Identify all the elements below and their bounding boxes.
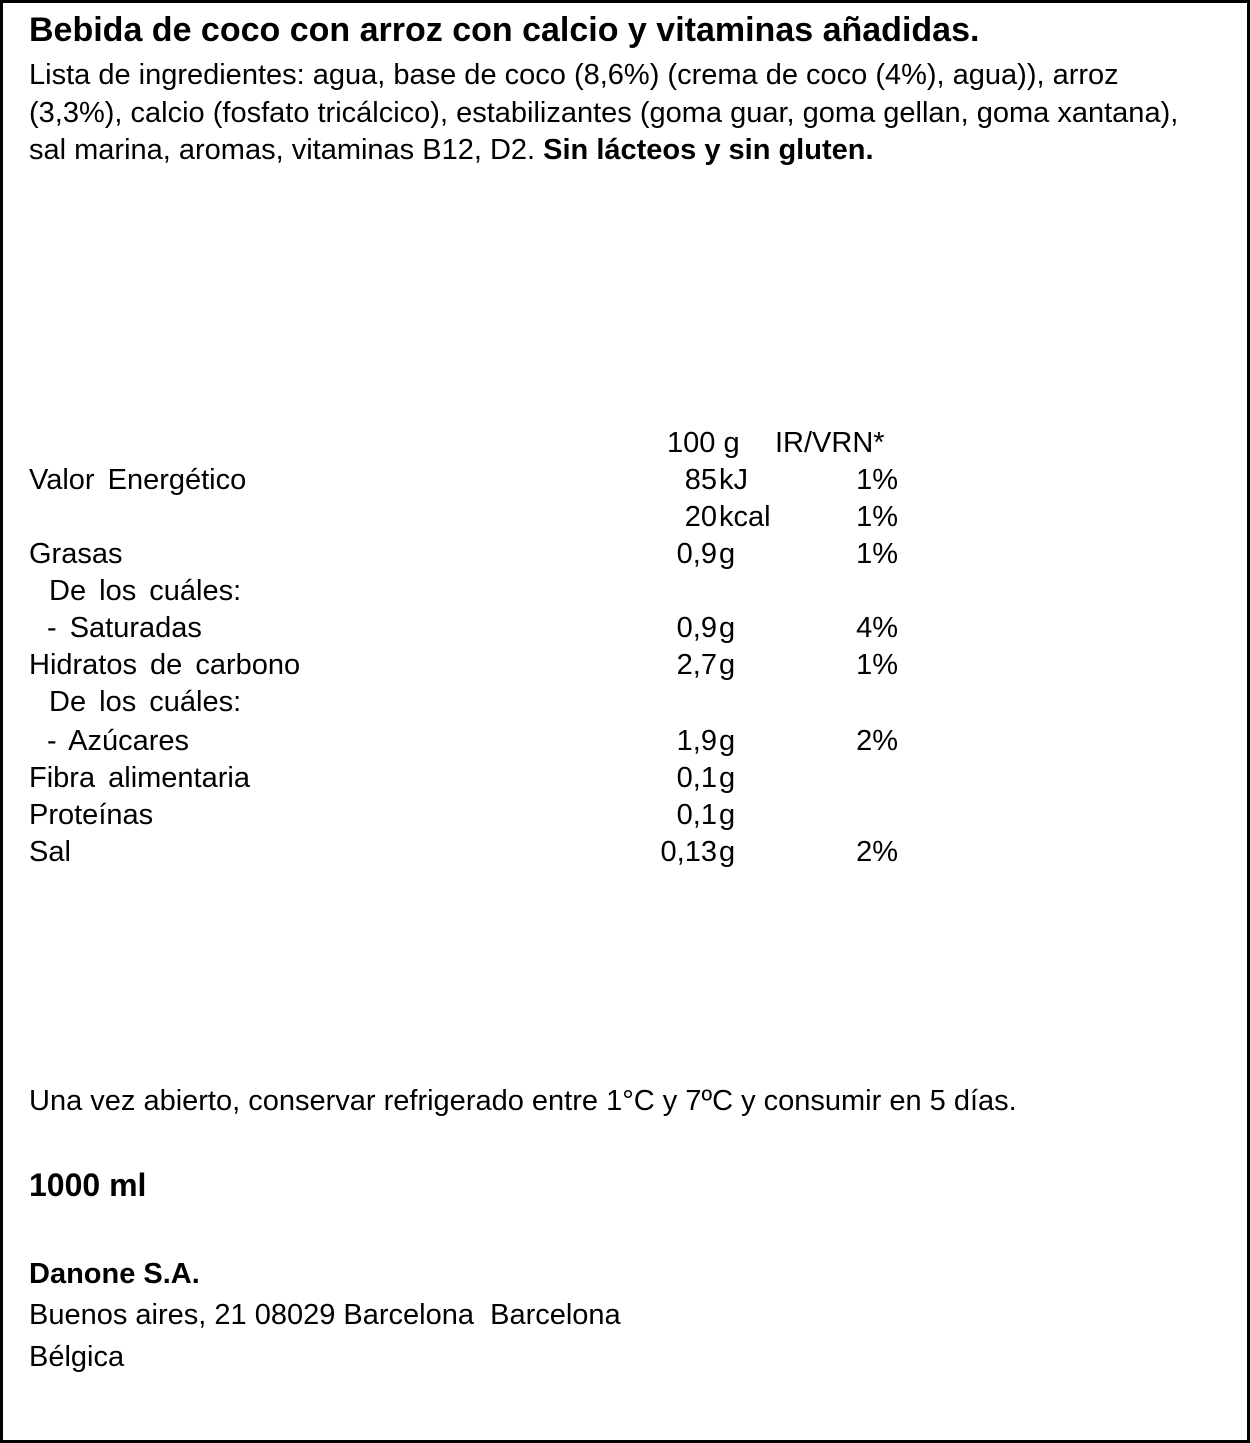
header-per-100g: 100 g — [667, 427, 740, 459]
nutrient-name: - Azúcares — [47, 725, 189, 757]
nutrition-row-energy-kj — [3, 462, 1250, 499]
nutrient-name: De los cuáles: — [49, 686, 242, 718]
nutrient-unit: g — [719, 762, 736, 794]
nutrient-name: - Saturadas — [47, 612, 202, 644]
nutrient-value: 0,9 — [676, 538, 717, 570]
nutrient-name: Proteínas — [29, 799, 154, 831]
nutrient-unit: g — [719, 538, 736, 570]
nutrient-unit: g — [719, 836, 736, 868]
nutrient-unit: g — [719, 799, 736, 831]
nutrient-ir: 1% — [856, 649, 898, 681]
nutrient-value: 2,7 — [676, 649, 717, 681]
nutrition-row-fibre — [3, 760, 1250, 797]
nutrient-unit: kcal — [719, 501, 771, 533]
manufacturer-address: Buenos aires, 21 08029 Barcelona Barcelona — [29, 1299, 621, 1331]
nutrient-value: 1,9 — [676, 725, 717, 757]
nutrition-row-energy-kcal — [3, 499, 1250, 536]
product-title: Bebida de coco con arroz con calcio y vitaminas añadidas. — [29, 11, 980, 49]
header-ir-vrn: IR/VRN* — [775, 427, 885, 459]
nutrient-ir: 2% — [856, 725, 898, 757]
nutrition-row-fat — [3, 536, 1250, 573]
manufacturer-name: Danone S.A. — [29, 1258, 200, 1290]
nutrient-ir: 4% — [856, 612, 898, 644]
net-volume: 1000 ml — [29, 1167, 147, 1203]
nutrition-row-carb-subheading — [3, 684, 1250, 721]
nutrient-value: 0,13 — [660, 836, 717, 868]
nutrient-name: Grasas — [29, 538, 123, 570]
manufacturer-country: Bélgica — [29, 1341, 125, 1373]
nutrition-row-carbohydrates — [3, 647, 1250, 684]
nutrient-unit: kJ — [719, 464, 748, 496]
nutrition-row-fat-subheading — [3, 573, 1250, 610]
nutrient-ir: 1% — [856, 538, 898, 570]
nutrient-name: Valor Energético — [29, 464, 247, 496]
allergen-note: Sin lácteos y sin gluten. — [543, 134, 874, 166]
nutrient-unit: g — [719, 649, 736, 681]
nutrient-value: 0,9 — [676, 612, 717, 644]
ingredients-list — [29, 57, 1189, 170]
nutrient-unit: g — [719, 612, 736, 644]
nutrient-name: Fibra alimentaria — [29, 762, 250, 794]
nutrient-ir: 2% — [856, 836, 898, 868]
nutrient-value: 0,1 — [676, 799, 717, 831]
nutrient-name: Hidratos de carbono — [29, 649, 301, 681]
nutrient-name: Sal — [29, 836, 71, 868]
nutrition-row-protein — [3, 797, 1250, 834]
nutrition-table-header — [3, 425, 1250, 462]
nutrient-name: De los cuáles: — [49, 575, 242, 607]
nutrient-unit: g — [719, 725, 736, 757]
nutrient-ir: 1% — [856, 501, 898, 533]
nutrient-value: 20 — [684, 501, 717, 533]
nutrition-row-sugars — [3, 723, 1250, 760]
nutrient-value: 85 — [684, 464, 717, 496]
nutrient-ir: 1% — [856, 464, 898, 496]
ingredients-text: Lista de ingredientes: agua, base de coco (8,6%) (crema de coco (4%), agua)), arroz (3,3%), calcio (fosfato tricálcico), estabilizantes (goma guar, goma gellan, goma xantana), sal marina, aromas, vitaminas B12, D2. — [29, 59, 1179, 166]
nutrition-row-salt — [3, 834, 1250, 871]
nutrient-value: 0,1 — [676, 762, 717, 794]
storage-instructions: Una vez abierto, conservar refrigerado entre 1°C y 7ºC y consumir en 5 días. — [29, 1085, 1017, 1117]
nutrition-row-saturated — [3, 610, 1250, 647]
